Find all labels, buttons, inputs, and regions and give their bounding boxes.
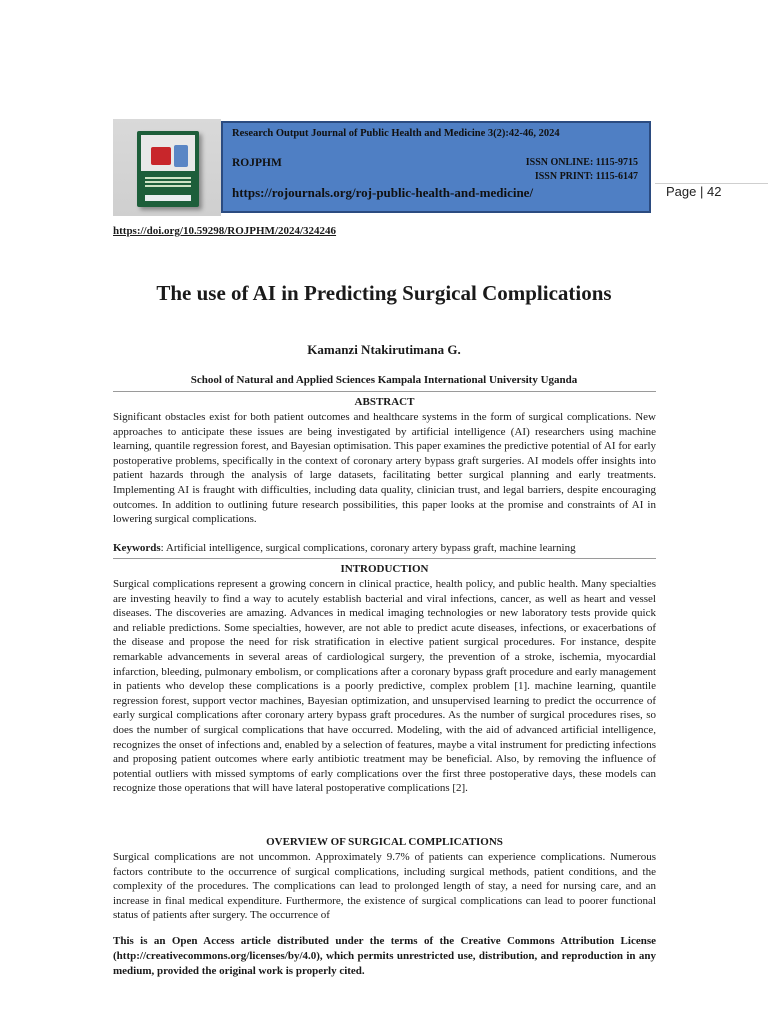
- open-access-license: This is an Open Access article distributed under the terms of the Creative Commons Attribution License (http://creativecommons.org/licenses/by/4.0), which permits unrestricted use, distribution, and reproduction in any medium, provided the original work is properly cited.: [113, 935, 656, 977]
- author-affiliation: School of Natural and Applied Sciences Kampala International University Uganda: [190, 374, 578, 386]
- divider-top: [113, 391, 656, 392]
- paper-title: The use of AI in Predicting Surgical Complications: [156, 281, 612, 305]
- page-number: Page | 42: [666, 184, 722, 199]
- overview-heading: OVERVIEW OF SURGICAL COMPLICATIONS: [266, 836, 503, 848]
- journal-url-link[interactable]: https://rojournals.org/roj-public-health-and-medicine/: [232, 185, 534, 200]
- keywords-line: [113, 541, 656, 556]
- journal-cover-icon: [137, 131, 199, 207]
- keywords-text: : Artificial intelligence, surgical complications, coronary artery bypass graft, machine learning: [160, 542, 576, 554]
- abstract-heading: ABSTRACT: [354, 396, 415, 408]
- keywords-label: Keywords: [113, 542, 161, 554]
- journal-citation: Research Output Journal of Public Health and Medicine 3(2):42-46, 2024: [232, 128, 560, 139]
- divider-bottom: [113, 558, 656, 559]
- journal-cover-thumbnail: [113, 119, 221, 216]
- author-name: Kamanzi Ntakirutimana G.: [307, 342, 461, 357]
- issn-print: ISSN PRINT: 1115-6147: [534, 171, 638, 182]
- issn-online: ISSN ONLINE: 1115-9715: [525, 157, 638, 168]
- abstract-text: Significant obstacles exist for both patient outcomes and healthcare systems in the form of surgical complications. New approaches to anticipate these issues are being investigated by artificial intelligence (AI) researchers using machine learning, quantile regression forest, and Bayesian optimisation. This paper examines the predictive potential of AI for early postoperative problems, specifically in the context of coronary artery bypass graft surgeries. AI models offer insights into patient hazards through the analysis of large datasets, facilitating better surgical planning and early treatments. Implementing AI is fraught with difficulties, including data quality, clinician trust, and legal barriers, despite encouraging outcomes. In addition to outlining future research possibilities, this paper looks at the promise and constraints of AI in lowering surgical complications.: [113, 411, 656, 526]
- introduction-heading: INTRODUCTION: [340, 563, 429, 575]
- journal-abbreviation: ROJPHM: [232, 157, 282, 169]
- journal-header-box: [221, 121, 651, 213]
- overview-text: Surgical complications are not uncommon. Approximately 9.7% of patients can experience complications. Numerous factors contribute to the occurrence of surgical complications, including surgical methods, patient conditions, and the complexity of the procedures. The complications can lead to prolonged length of stay, a need for nursing care, and an increase in final medical expenditure. Furthermore, the existence of surgical complications can lead to poorer functional status of patients after surgery. The occurrence of: [113, 851, 656, 922]
- doi-link[interactable]: https://doi.org/10.59298/ROJPHM/2024/324246: [113, 225, 337, 237]
- introduction-text: Surgical complications represent a growing concern in clinical practice, health policy, and public health. Many specialties are investing heavily to find a way to acutely establish bacterial and viral infections, cancer, as well as heart and vessel diseases. The discoveries are amazing. Advances in medical imaging technologies or new laboratory tests provide quick and reliable predictions. Some specialties, however, are not able to predict acute diseases, infections, or exacerbations of the disease and propose the need for risk stratification in elective patient surgical procedures. For instance, despite remarkable advancements in several areas of cardiological surgery, the prevention of a stroke, ischemia, myocardial infarction, bleeding, pulmonary embolism, or complications after a coronary bypass graft procedure and early management in patients who develop these complications is a poorly predictive, complex problem [1]. machine learning, quantile regression forest, support vector machines, Bayesian optimization, and unsupervised learning to predict the occurrence of early surgical complications after coronary artery bypass graft procedures. As the number of surgical procedures rises, so does the number of surgical complications that have occurred. Modeling, with the aid of advanced artificial intelligence, recognizes the onset of infections and, enabled by a selection of features, maybe a vital instrument for predicting infections and proposing patient outcomes where early antibiotic treatment may be beneficial. Also, by removing the influence of potential outliers with missed symptoms of early complications over the first three postoperative days, these models can recognize those operations that will have lateral postoperative complications [2].: [113, 578, 656, 795]
